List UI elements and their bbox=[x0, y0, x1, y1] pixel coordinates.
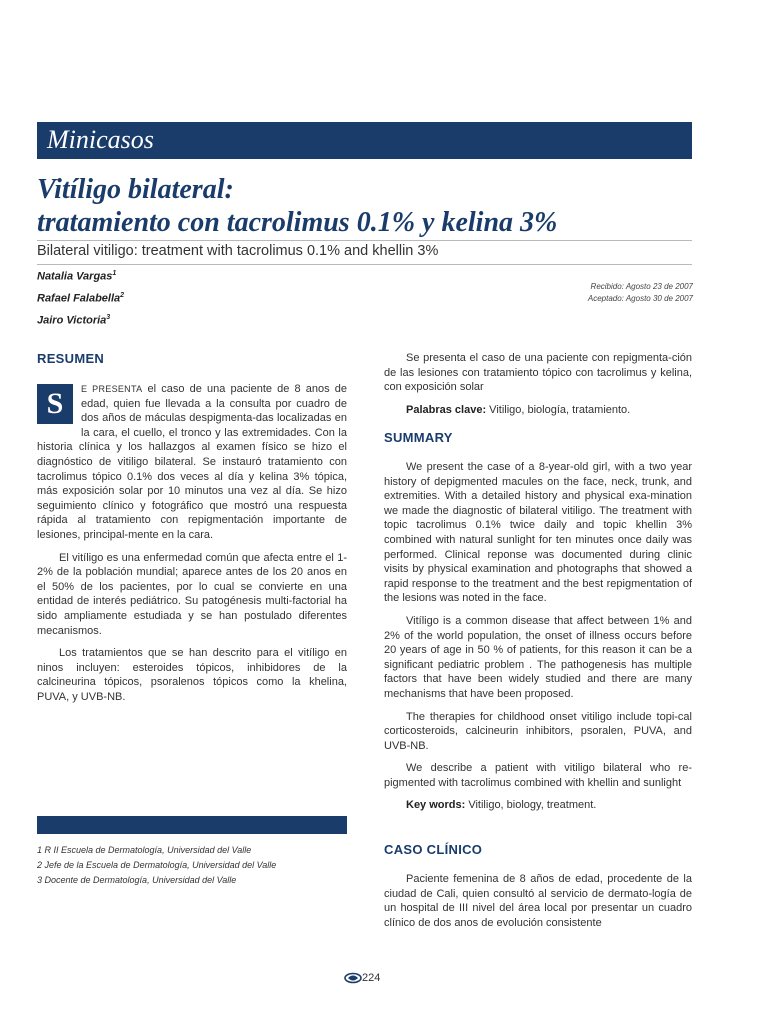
resumen-heading: RESUMEN bbox=[37, 351, 105, 366]
caso-body bbox=[384, 872, 692, 938]
summary-paragraph-3: The therapies for childhood onset vitiligo include topi-cal corticosteroids, calcineurin inhibitors, psoralen, PUVA, and UVB-NB. bbox=[384, 710, 692, 752]
footnote-3: 3 Docente de Dermatología, Universidad del Valle bbox=[37, 875, 237, 885]
dates-block bbox=[588, 281, 693, 305]
author-2: Rafael Falabella$^2$ bbox=[37, 292, 125, 305]
summary-heading: SUMMARY bbox=[384, 430, 453, 445]
page-number: 224 bbox=[344, 972, 380, 984]
summary-body bbox=[384, 460, 692, 821]
footnote-bar bbox=[37, 816, 347, 834]
journal-logo-icon bbox=[344, 972, 362, 984]
resumen-paragraph-2: El vitíligo es una enfermedad común que afecta entre el 1-2% de la población mundial; aparece antes de los 20 anos en el 50% de los pacientes, por lo cual se convierte en una entidad de interés pediátrico. Su patogénesis multi-factorial ha sido ampliamente estudiada y se han postulado diferentes mecanismos. bbox=[37, 551, 347, 637]
title-divider bbox=[37, 240, 692, 241]
footnotes bbox=[37, 843, 276, 888]
resumen-paragraph-3: Los tratamientos que se han descrito para el vitíligo en ninos incluyen: esteroides tópicos, inhibidores de la calcineurina tópicos, psoralenos tópicos como la khelina, PUVA, y UVB-NB. bbox=[37, 647, 347, 703]
article-subtitle: Bilateral vitiligo: treatment with tacrolimus 0.1% and khellin 3% bbox=[37, 243, 439, 259]
palabras-clave: Palabras clave: Vitiligo, biología, tratamiento. bbox=[406, 403, 631, 416]
article-title bbox=[37, 173, 697, 239]
summary-paragraph-4: We describe a patient with vitiligo bilateral who re-pigmented with tacrolimus combined with khellin and sunlight bbox=[384, 762, 692, 789]
summary-paragraph-2: Vitíligo is a common disease that affect between 1% and 2% of the world population, the onset of illness occurs before 20 years of age in 50 % of patients, for this reason it can be a significant pediatric problem . The pathogenesis has multiple factors that have been widely studied and there are many mechanisms that have been proposed. bbox=[384, 614, 692, 700]
resumen-paragraph-1: S E PRESENTA el caso de una paciente de 8 anos de edad, quien fue llevada a la consulta por cuadro de dos años de máculas despigmenta-das localizadas en la cara, el cuello, el tronco y las extremidades. Con la historia clínica y los hallazgos al examen físico se hizo el diagnóstico de vitiligo bilateral. Se instauró tratamiento con tacrolimus tópico 0.1% dos veces al día y kelina 3% tópica, más exposición solar por 10 minutos una vez al día. Se hizo seguimiento clínico y fotográfico que mostró una respuesta rápida al tratamiento con repigmentación importante de lesiones, principal-mente en la cara. bbox=[37, 383, 347, 541]
intro-paragraph: Se presenta el caso de una paciente con repigmenta-ción de las lesiones con tratamiento tópico con tacrolimus y kelina, con exposición solar bbox=[384, 352, 692, 394]
footnote-2: 2 Jefe de la Escuela de Dermatología, Universidad del Valle bbox=[37, 860, 277, 870]
drop-cap: S bbox=[37, 384, 73, 424]
received-date: Recibido: Agosto 23 de 2007 bbox=[590, 282, 693, 291]
author-1: Natalia Vargas$^1$ bbox=[37, 270, 117, 283]
title-line-1: Vitíligo bilateral: bbox=[37, 174, 234, 205]
caso-paragraph-1: Paciente femenina de 8 años de edad, procedente de la ciudad de Cali, quien consultó al servicio de dermato-logía de un hospital de III nivel del área local por presentar un cuadro clínico de dos anos de evolución consistente bbox=[384, 873, 692, 929]
caso-heading: CASO CLÍNICO bbox=[384, 842, 483, 857]
section-label: Minicasos bbox=[47, 125, 154, 154]
title-line-2: tratamiento con tacrolimus 0.1% y kelina 3% bbox=[37, 207, 558, 238]
subtitle-divider bbox=[37, 264, 692, 265]
resumen-body bbox=[37, 382, 347, 712]
author-3: Jairo Victoria$^3$ bbox=[37, 314, 111, 327]
summary-paragraph-1: We present the case of a 8-year-old girl, with a two year history of depigmented macules on the face, neck, trunk, and extremities. With a detailed history and physical exa-mination we made the diagnostic of bilateral vitiligo. The treatment with topic tacrolimus 0.1% twice daily and topic khellin 3% combined with natural sunlight for ten minutes once daily was performed. Clinical reponse was documented during clinic visits by physical examination and photographs that showed a rapid response to the treatment and the best repigmentation of the lesions was noted in the face. bbox=[384, 461, 692, 605]
accepted-date: Aceptado: Agosto 30 de 2007 bbox=[587, 294, 693, 303]
footnote-1: 1 R II Escuela de Dermatología, Universidad del Valle bbox=[37, 845, 252, 855]
key-words: Key words: Vitiligo, biology, treatment. bbox=[406, 799, 597, 812]
section-banner bbox=[37, 122, 692, 159]
right-intro bbox=[384, 351, 692, 425]
lead-caps: E PRESENTA bbox=[81, 384, 143, 394]
